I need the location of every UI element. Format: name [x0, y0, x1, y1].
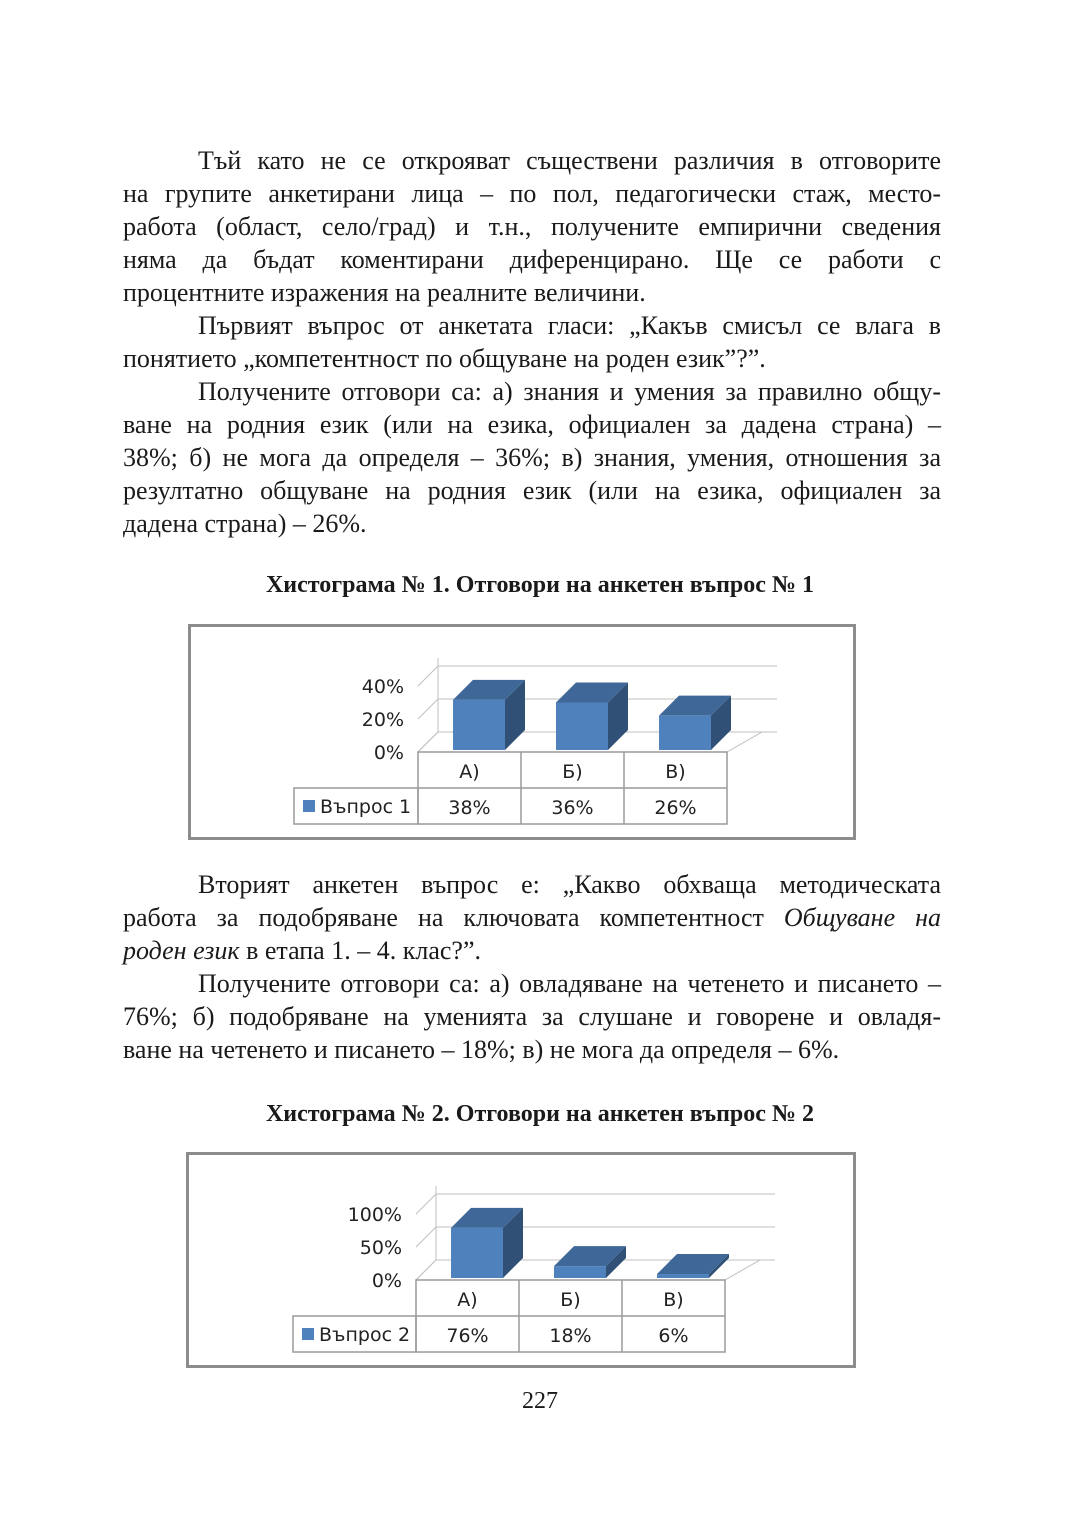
bar	[453, 700, 505, 750]
bar	[657, 1274, 709, 1278]
gridline	[418, 699, 438, 719]
gridline	[418, 666, 438, 686]
category-label: Б)	[562, 761, 583, 783]
chart-2-caption: Хистограма № 2. Отговори на анкетен въпрос № 2	[265, 1101, 815, 1127]
category-label: В)	[663, 1289, 684, 1311]
text-line: резултатно общуване на родния език (или на езика, официален за	[123, 476, 941, 505]
legend-swatch	[302, 1328, 314, 1340]
y-tick-label: 40%	[361, 676, 404, 698]
data-label: 38%	[448, 797, 491, 819]
chart-2-svg	[189, 1155, 853, 1365]
legend-swatch	[303, 800, 315, 812]
text-line: Получените отговори са: а) овладяване на четенето и писането –	[198, 969, 941, 998]
y-tick-label: 0%	[373, 742, 404, 764]
text-line: Тъй като не се открояват съществени различия в отговорите	[198, 146, 941, 175]
data-label: 18%	[549, 1325, 592, 1347]
text-line: понятието „компетентност по общуване на роден език”?”.	[123, 344, 766, 373]
text-line: 76%; б) подобряване на уменията за слушане и говорене и овладя-	[123, 1002, 941, 1031]
text-line: няма да бъдат коментирани диференцирано. Ще се работи с	[123, 245, 941, 274]
text-line: Вторият анкетен въпрос е: „Какво обхваща методическата	[198, 870, 941, 899]
text-line: процентните изражения на реалните величини.	[123, 278, 646, 307]
bar	[556, 702, 608, 750]
category-label: Б)	[560, 1289, 581, 1311]
y-tick-label: 100%	[347, 1204, 402, 1226]
text-line: работа (област, село/град) и т.н., получените емпирични сведения	[123, 212, 941, 241]
text-line: на групите анкетирани лица – по пол, педагогически стаж, место-	[123, 179, 941, 208]
chart-1-svg	[191, 627, 853, 837]
page-number: 227	[522, 1388, 558, 1414]
gridline	[416, 1227, 436, 1247]
italic-run: роден език	[123, 936, 240, 965]
y-tick-label: 20%	[361, 709, 404, 731]
text-run: работа за подобряване на ключовата компетентност	[123, 903, 784, 932]
text-line	[123, 934, 941, 967]
bar	[554, 1266, 606, 1278]
data-label: 26%	[654, 797, 697, 819]
text-line: ване на четенето и писането – 18%; в) не мога да определя – 6%.	[123, 1035, 840, 1064]
data-label: 6%	[658, 1325, 689, 1347]
category-label: В)	[665, 761, 686, 783]
italic-run: Общуване на	[783, 903, 942, 932]
y-tick-label: 50%	[359, 1237, 402, 1259]
bar	[451, 1228, 503, 1278]
text-line: Получените отговори са: а) знания и умения за правилно общу-	[198, 377, 941, 406]
text-run: в етапа 1. – 4. клас?”.	[239, 936, 481, 965]
chart-2	[186, 1152, 856, 1368]
text-line: ване на родния език (или на езика, официален за дадена страна) –	[123, 410, 941, 439]
paragraph-2	[123, 309, 941, 375]
legend-label: Въпрос 1	[320, 796, 412, 818]
chart-1	[188, 624, 856, 840]
paragraph-4	[123, 868, 941, 967]
legend-label: Въпрос 2	[319, 1324, 411, 1346]
paragraph-5	[123, 967, 941, 1066]
paragraph-3	[123, 375, 941, 540]
text-line	[123, 901, 941, 934]
gridline	[416, 1194, 436, 1214]
data-label: 36%	[551, 797, 594, 819]
data-label: 76%	[446, 1325, 489, 1347]
paragraph-1	[123, 144, 941, 309]
category-label: А)	[459, 761, 480, 783]
chart-1-caption: Хистограма № 1. Отговори на анкетен въпрос № 1	[265, 572, 815, 598]
text-line: Първият въпрос от анкетата гласи: „Какъв смисъл се влага в	[198, 311, 941, 340]
y-tick-label: 0%	[371, 1270, 402, 1292]
text-line: 38%; б) не мога да определя – 36%; в) знания, умения, отношения за	[123, 443, 941, 472]
text-line: дадена страна) – 26%.	[123, 509, 367, 538]
category-label: А)	[457, 1289, 478, 1311]
bar	[659, 716, 711, 750]
